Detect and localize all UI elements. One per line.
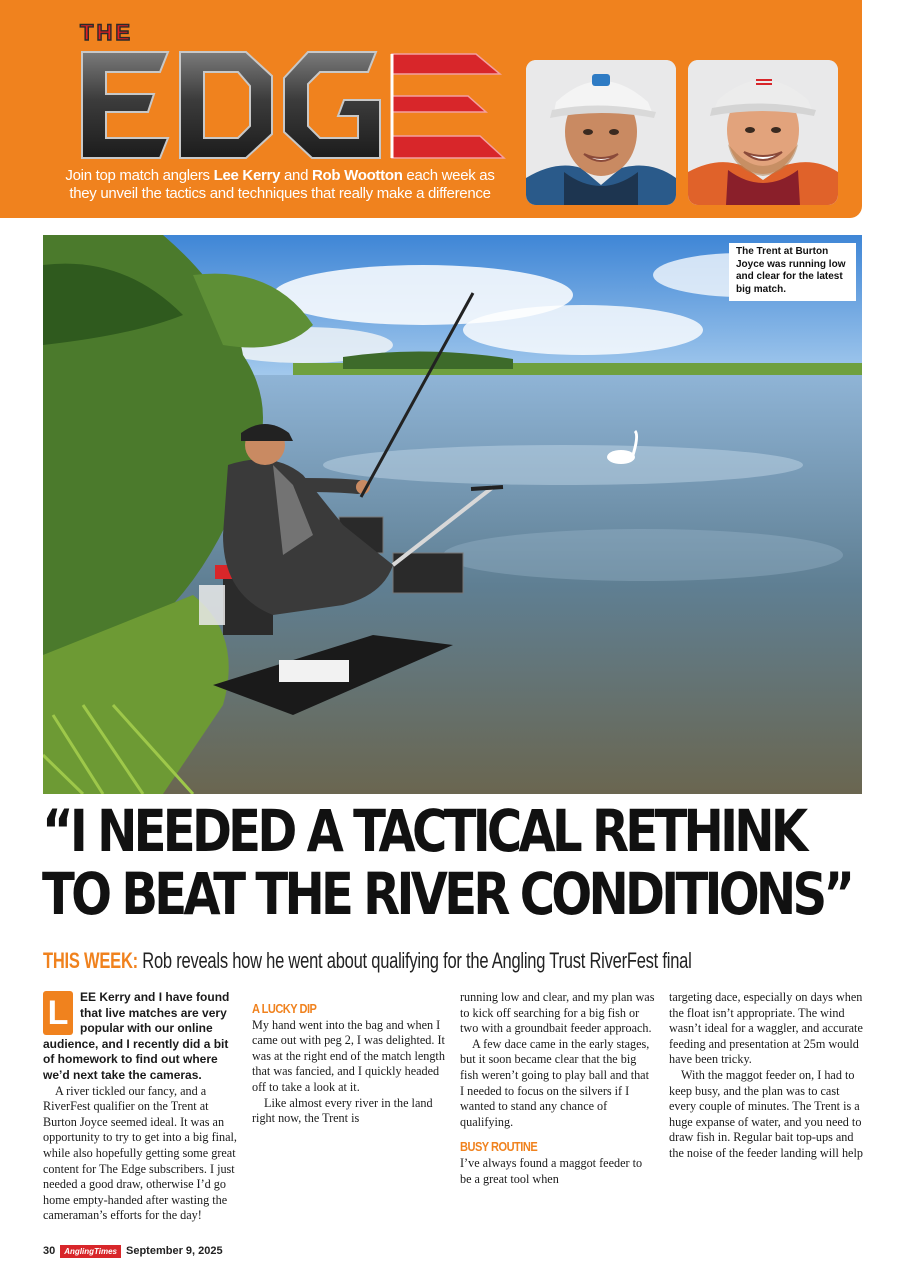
issue-date: September 9, 2025: [126, 1245, 223, 1257]
article-column-2: [252, 992, 448, 1127]
article-paragraph: I’ve always found a maggot feeder to be a great tool when: [460, 1155, 643, 1186]
page-number: 30: [43, 1245, 56, 1257]
the-edge-title-the: THE: [80, 20, 133, 45]
standfirst-text: Rob reveals how he went about qualifying for the Angling Trust RiverFest final: [137, 948, 692, 973]
article-paragraph: Like almost every river in the land right now, the Trent is: [252, 1095, 433, 1126]
article-column-4: [669, 990, 865, 1162]
article-paragraph: running low and clear, and my plan was to kick off searching for a big fish or two with a groundbait feeder approach.: [460, 990, 655, 1036]
article-paragraph: With the maggot feeder on, I had to keep busy, and the plan was to cast every couple of minutes. The Trent is a huge expanse of water, and you need to draw fish in. Regular bait top-ups and the noise of the feeder landing will help: [669, 1067, 863, 1160]
article-headline: [42, 797, 880, 928]
portrait-lee-kerry: [526, 60, 676, 205]
portrait-rob-wootton: [688, 60, 838, 205]
drop-cap: L: [43, 991, 73, 1035]
article-lead-paragraph: EE Kerry and I have found that live matches are very popular with our online audience, and I recently did a bit of homework to find out where we’d next take the cameras.: [43, 990, 230, 1082]
the-edge-logo: [76, 46, 506, 164]
river-angler-photo: [43, 235, 862, 794]
banner-intro-text: Join top match anglers Lee Kerry and Rob Wootton each week as they unveil the tactics and techniques that really make a difference: [65, 167, 495, 202]
headline-line-2: TO BEAT THE RIVER CONDITIONS”: [42, 860, 852, 928]
magazine-logo: AnglingTimes: [60, 1245, 121, 1258]
subheading-a-lucky-dip: A LUCKY DIP: [252, 1001, 317, 1016]
author-name-lee-kerry: Lee Kerry: [213, 167, 281, 184]
standfirst-label: THIS WEEK:: [43, 948, 138, 973]
subheading-busy-routine: BUSY ROUTINE: [460, 1139, 538, 1155]
article-paragraph: A few dace came in the early stages, but it soon became clear that the big fish weren’t going to play ball and that I needed to focus on the silvers if I wanted to stand any chance of qualifying.: [460, 1036, 650, 1129]
article-column-3: [460, 990, 656, 1187]
header-banner: [0, 0, 862, 218]
headline-line-1: “I NEEDED A TACTICAL RETHINK: [42, 797, 805, 865]
author-name-rob-wootton: Rob Wootton: [312, 167, 403, 184]
article-paragraph: targeting dace, especially on days when the float isn’t appropriate. The wind wasn’t ideal for a waggler, and accurate feeding and presentation at 25m would have been tricky.: [669, 990, 863, 1067]
photo-caption: The Trent at Burton Joyce was running low and clear for the latest big match.: [729, 243, 856, 301]
article-paragraph: My hand went into the bag and when I came out with peg 2, I was delighted. It was at the right end of the match length that was fancied, and I quickly headed off to take a look at it.: [252, 1017, 445, 1094]
standfirst: [43, 948, 793, 974]
article-paragraph: A river tickled our fancy, and a RiverFest qualifier on the Trent at Burton Joyce seemed ideal. It was an opportunity to try to get into a big final, while also hopefully getting some great content for The Edge subscribers. I just needed a good draw, otherwise I’d go home empty-handed after wasting the cameraman’s efforts for the day!: [43, 1083, 237, 1223]
article-column-1: [43, 990, 239, 1224]
page-footer: [43, 1243, 223, 1259]
